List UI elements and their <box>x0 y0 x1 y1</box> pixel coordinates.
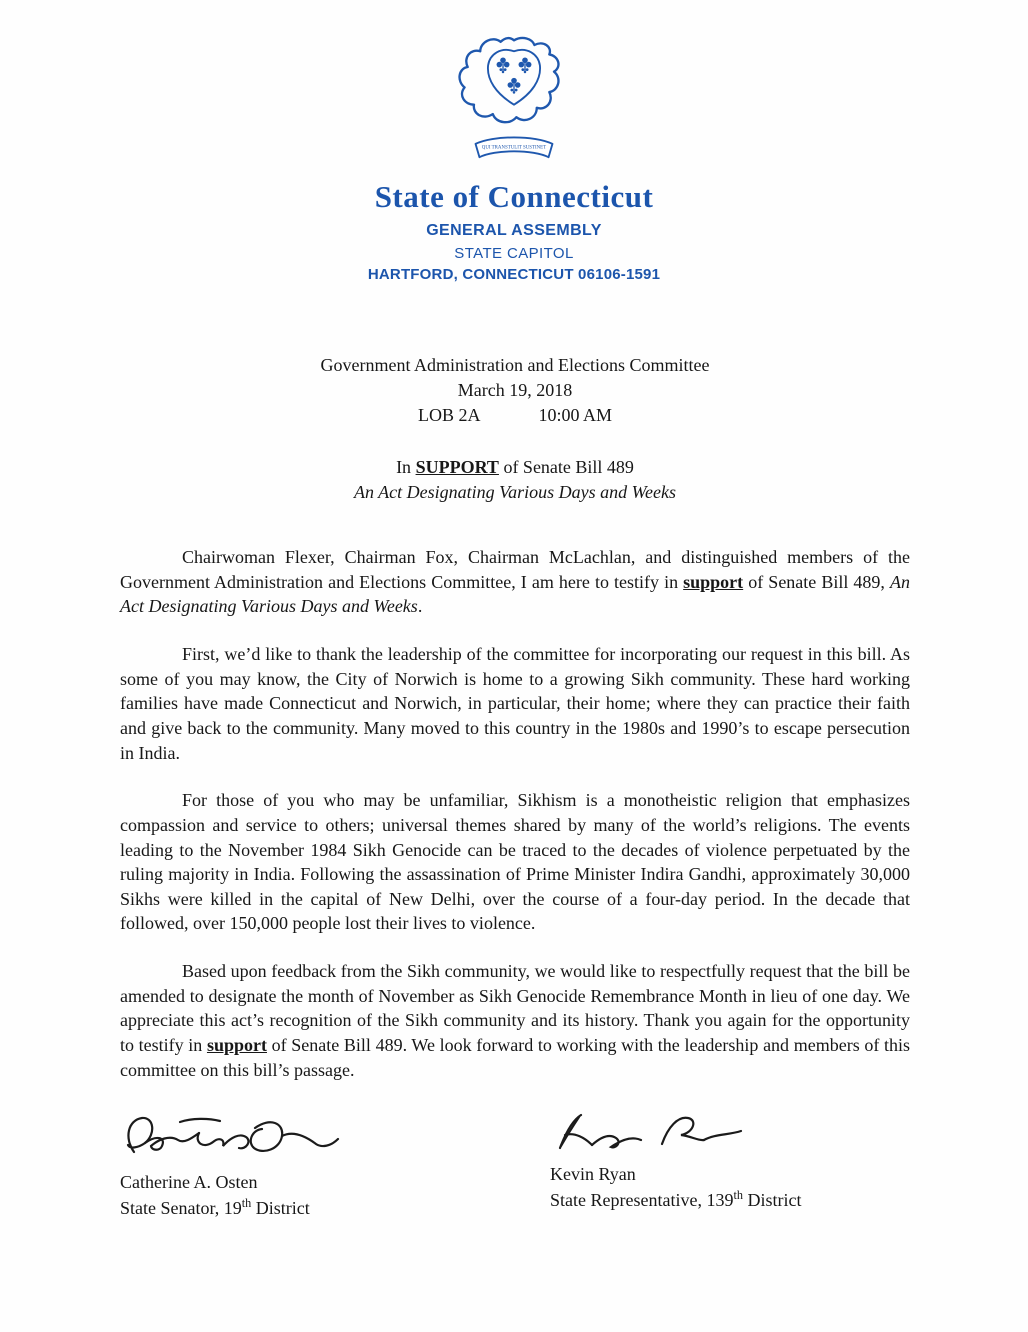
subject-block <box>120 455 910 505</box>
p4-text: of Senate Bill 489. We look forward to working with the leadership and members of this committee on this bill’s passage. <box>120 1035 910 1080</box>
committee-name: Government Administration and Elections Committee <box>320 355 710 375</box>
p1-act-title: An Act Designating Various Days and Weeks <box>120 571 910 617</box>
letter-content <box>0 353 1028 1221</box>
paragraph-3: For those of you who may be unfamiliar, Sikhism is a monotheistic religion that emphasizes compassion and service to others; universal themes shared by many of the world’s religions. The events leading to the November 1984 Sikh Genocide can be traced to the decades of violence perpetuated by the ruling majority in India. Following the assassination of Prime Minister Indira Gandhi, approximately 30,000 Sikhs were killed in the capital of New Delhi, over the course of a four-day period. In the decade that followed, over 150,000 people lost their lives to violence. <box>120 790 910 934</box>
subject-support: SUPPORT <box>415 456 499 477</box>
testimony-body <box>120 545 910 1082</box>
p1-support: support <box>683 571 744 592</box>
signature-block <box>120 1108 910 1220</box>
letterhead-state-capitol: STATE CAPITOL <box>454 245 574 262</box>
signer-title-left <box>120 1196 550 1221</box>
signature-kevin-ryan-icon <box>550 1108 750 1160</box>
act-title: An Act Designating Various Days and Weeks <box>354 481 676 502</box>
title-text: State Representative, 139 <box>550 1189 734 1210</box>
title-text: District <box>251 1197 310 1218</box>
hearing-time: 10:00 AM <box>538 405 612 426</box>
hearing-date: March 19, 2018 <box>457 380 573 401</box>
hearing-room: LOB 2A <box>417 405 481 426</box>
title-text: State Senator, 19 <box>120 1197 242 1218</box>
letterhead-address: HARTFORD, CONNECTICUT 06106-1591 <box>367 266 661 283</box>
signature-catherine-osten-icon <box>120 1108 345 1168</box>
signer-title-right <box>550 1188 910 1213</box>
seal-motto-text: QUI TRANSTULIT SUSTINET <box>481 144 548 151</box>
p1-text: of Senate Bill 489, <box>743 571 890 592</box>
letterhead <box>0 0 1028 283</box>
connecticut-state-seal-icon <box>455 34 573 169</box>
subject-line <box>120 455 910 480</box>
hearing-heading <box>120 353 910 429</box>
p1-text: Chairwoman Flexer, Chairman Fox, Chairman McLachlan, and distinguished members of the Government Administration and Elections Committee, I am here to testify in <box>120 546 910 592</box>
subject-pre: In <box>396 456 416 477</box>
p4-text: Based upon feedback from the Sikh community, we would like to respectfully request that the bill be amended to designate the month of November as Sikh Genocide Remembrance Month in lieu of one day. We appreciate this act’s recognition of the Sikh community and its history. Thank you again for the opportunity to testify in <box>120 961 910 1056</box>
seal-container <box>0 34 1028 169</box>
paragraph-4 <box>120 959 910 1082</box>
p4-support: support <box>206 1035 267 1056</box>
letterhead-general-assembly: GENERAL ASSEMBLY <box>426 222 602 239</box>
title-ordinal: th <box>733 1187 743 1202</box>
title-ordinal: th <box>241 1195 252 1210</box>
signature-left <box>120 1108 550 1220</box>
title-text: District <box>742 1189 802 1210</box>
paragraph-1 <box>120 545 910 619</box>
signer-name-right: Kevin Ryan <box>550 1164 636 1185</box>
paragraph-2: First, we’d like to thank the leadership of the committee for incorporating our request in this bill. As some of you may know, the City of Norwich is home to a growing Sikh community. These hard working families have made Connecticut and Norwich, in particular, their home; where they can practice their faith and give back to the community. Many moved to this country in the 1980s and 1990’s to escape persecution in India. <box>120 643 910 763</box>
subject-post: of Senate Bill 489 <box>498 456 634 477</box>
signer-name-left: Catherine A. Osten <box>120 1172 258 1193</box>
letterhead-title: State of Connecticut <box>374 179 654 214</box>
p1-period: . <box>417 596 423 617</box>
hearing-room-time <box>120 403 910 428</box>
signature-right <box>550 1108 910 1220</box>
